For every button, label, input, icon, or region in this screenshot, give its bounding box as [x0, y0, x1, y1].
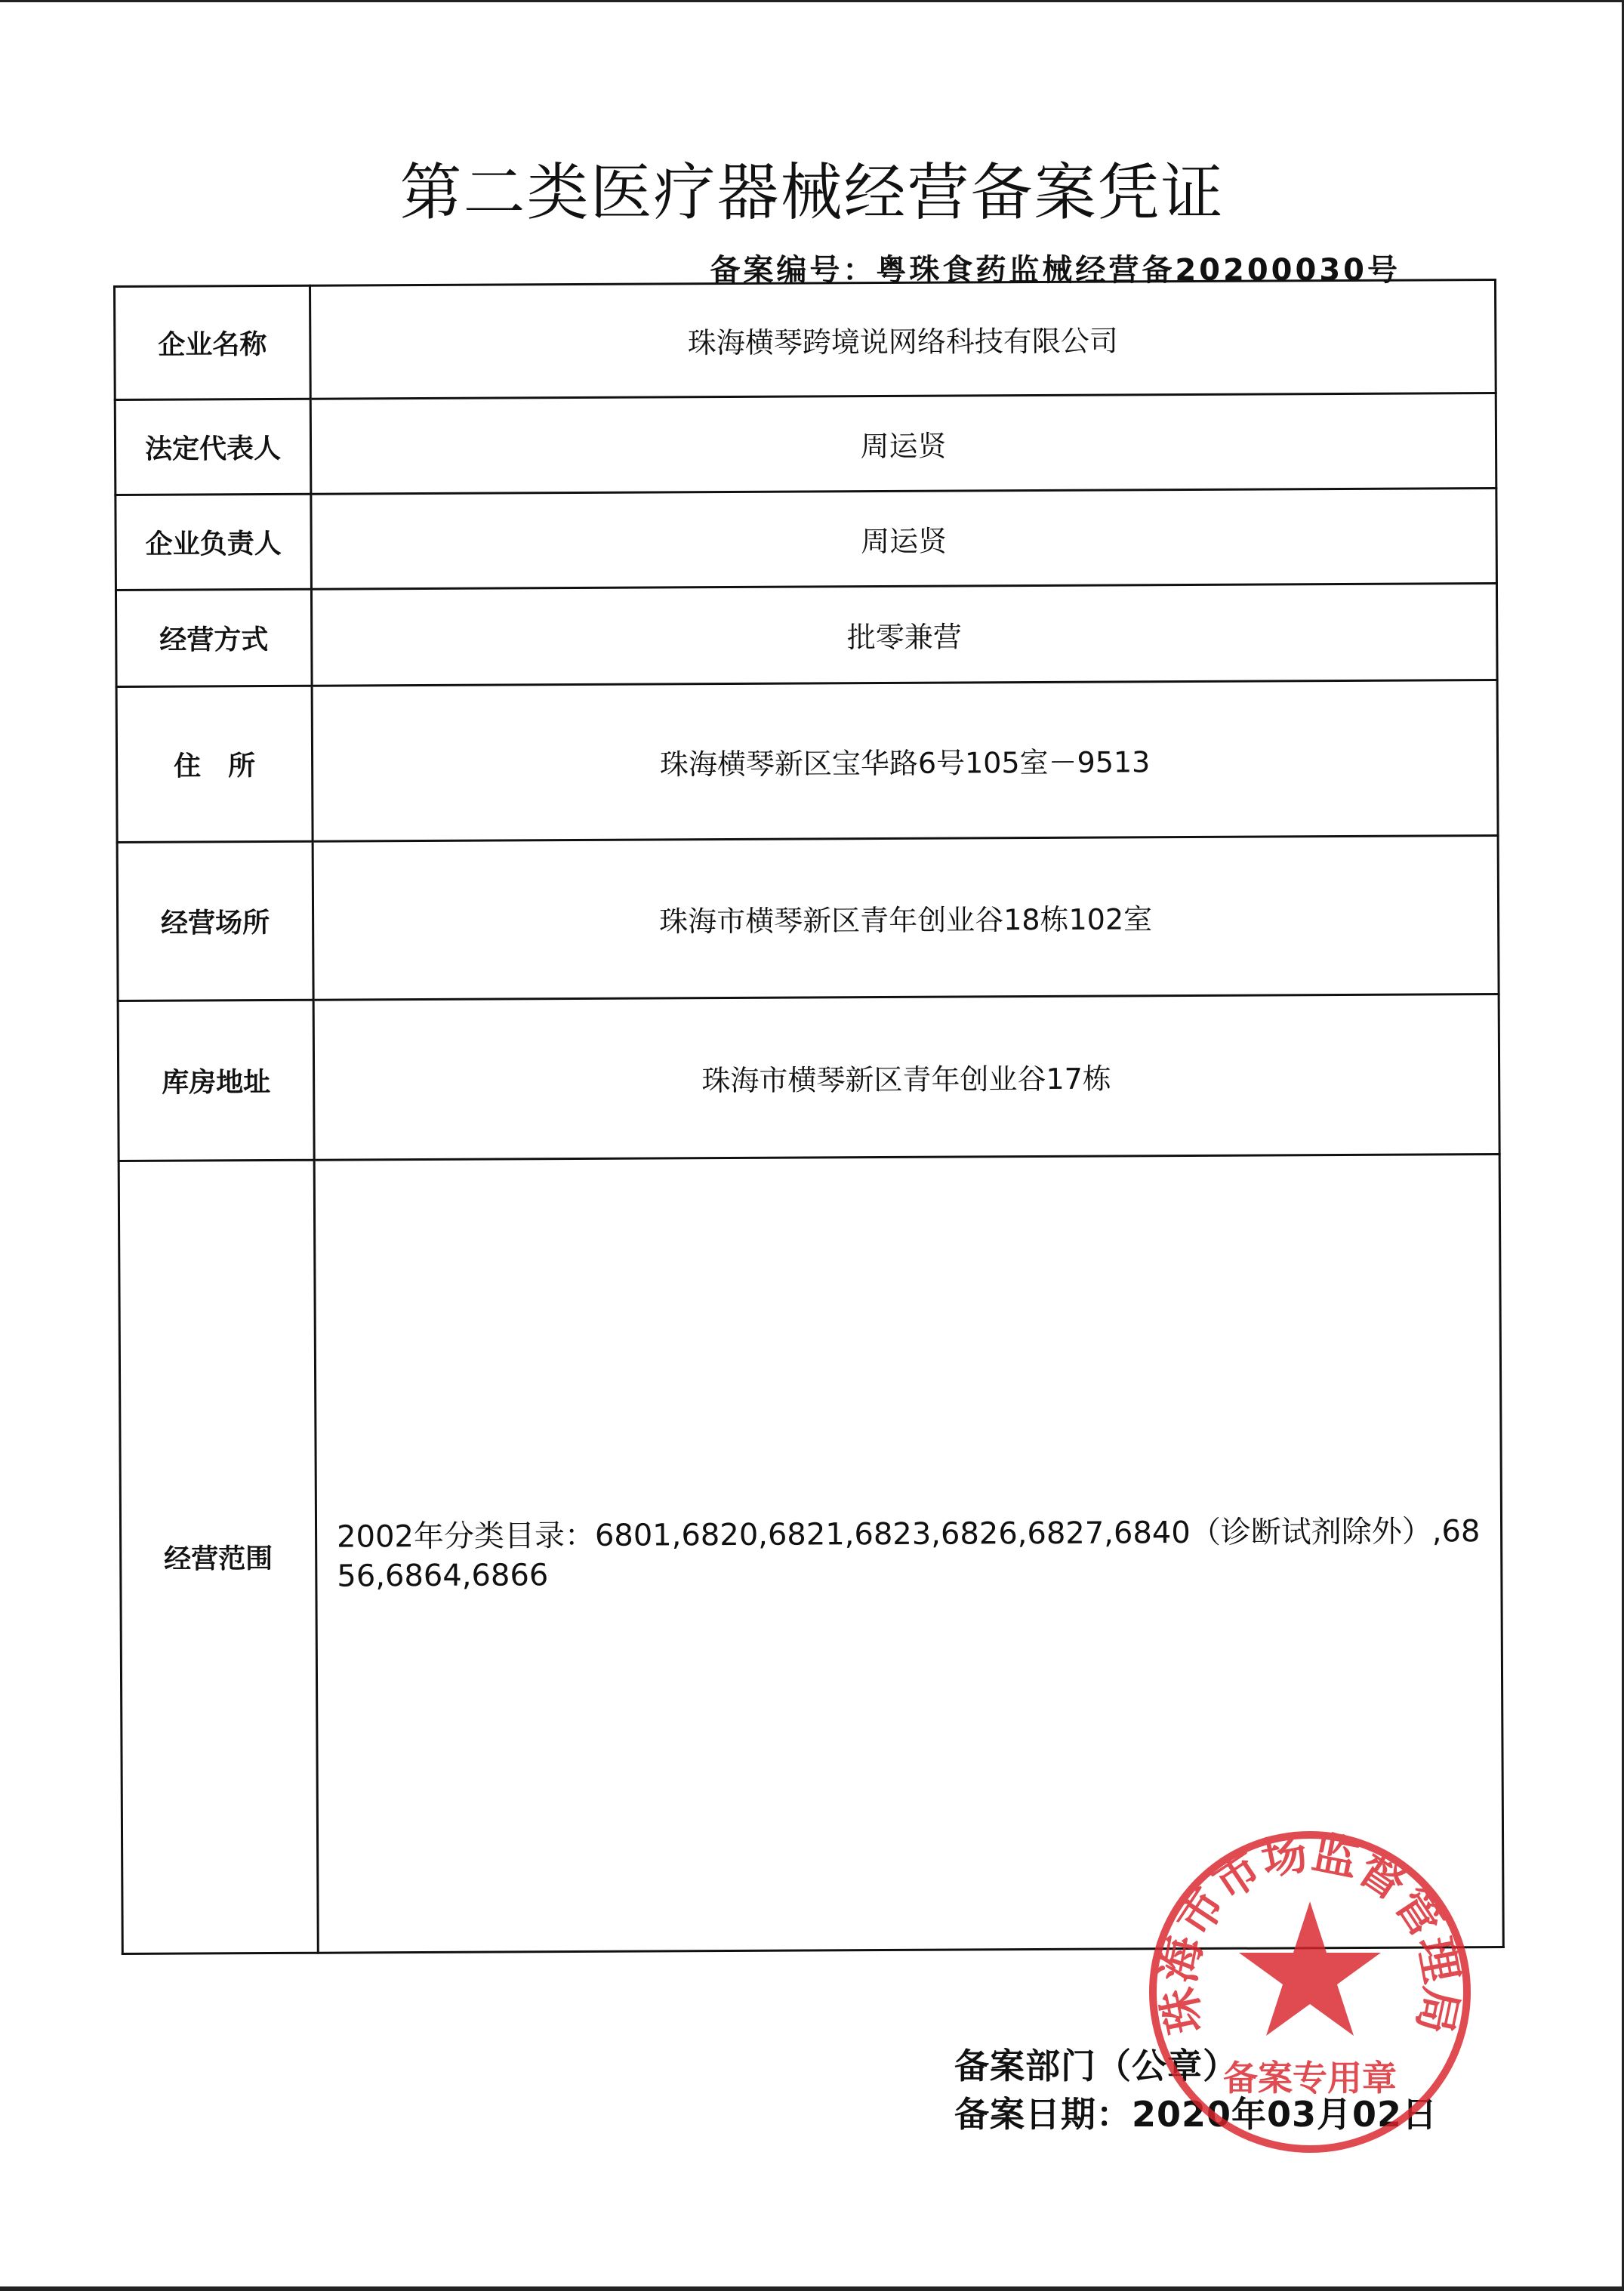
table-row-business-premises: [117, 836, 1499, 1001]
row-value: 周运贤: [311, 489, 1497, 590]
table-row-company-name: [115, 280, 1496, 400]
row-label: 库房地址: [118, 1000, 314, 1161]
row-label: 住 所: [116, 686, 313, 842]
row-value: 珠海市横琴新区青年创业谷17栋: [313, 994, 1499, 1161]
row-label: 经营场所: [117, 841, 313, 1001]
row-value: 2002年分类目录：6801,6820,6821,6823,6826,6827,6840（诊断试剂除外）,6856,6864,6866: [314, 1155, 1503, 1953]
row-label: 经营范围: [119, 1160, 318, 1953]
info-table: [113, 279, 1505, 1955]
row-label: 法定代表人: [115, 399, 311, 495]
table-row-domicile: [116, 680, 1498, 843]
official-seal-stamp: [1144, 1826, 1476, 2158]
filing-date: 备案日期：2020年03月02日: [954, 2094, 1438, 2135]
row-value: 批零兼营: [311, 584, 1497, 686]
row-value: 珠海横琴跨境说网络科技有限公司: [310, 280, 1496, 399]
row-label: 企业名称: [115, 285, 311, 399]
row-label: 经营方式: [116, 589, 312, 686]
row-value: 珠海横琴新区宝华路6号105室－9513: [312, 680, 1498, 842]
filing-department: 备案部门（公章）: [954, 2046, 1238, 2086]
seal-ring-text: 珠海市市场监督管理局: [1152, 1826, 1468, 2039]
table-row-business-mode: [116, 584, 1497, 687]
row-value: 周运贤: [310, 393, 1496, 495]
table-row-warehouse-address: [118, 994, 1499, 1161]
document-title: 第二类医疗器械经营备案凭证: [399, 157, 1225, 229]
star-icon: [1239, 1901, 1381, 2036]
seal-sub-text: 备案专用章: [1223, 2058, 1397, 2098]
table-row-person-in-charge: [116, 489, 1497, 590]
record-number: 备案编号：粤珠食药监械经营备20200030号: [710, 253, 1401, 288]
table-row-legal-representative: [115, 393, 1496, 495]
row-label: 企业负责人: [116, 494, 312, 590]
row-value: 珠海市横琴新区青年创业谷18栋102室: [313, 836, 1499, 1001]
